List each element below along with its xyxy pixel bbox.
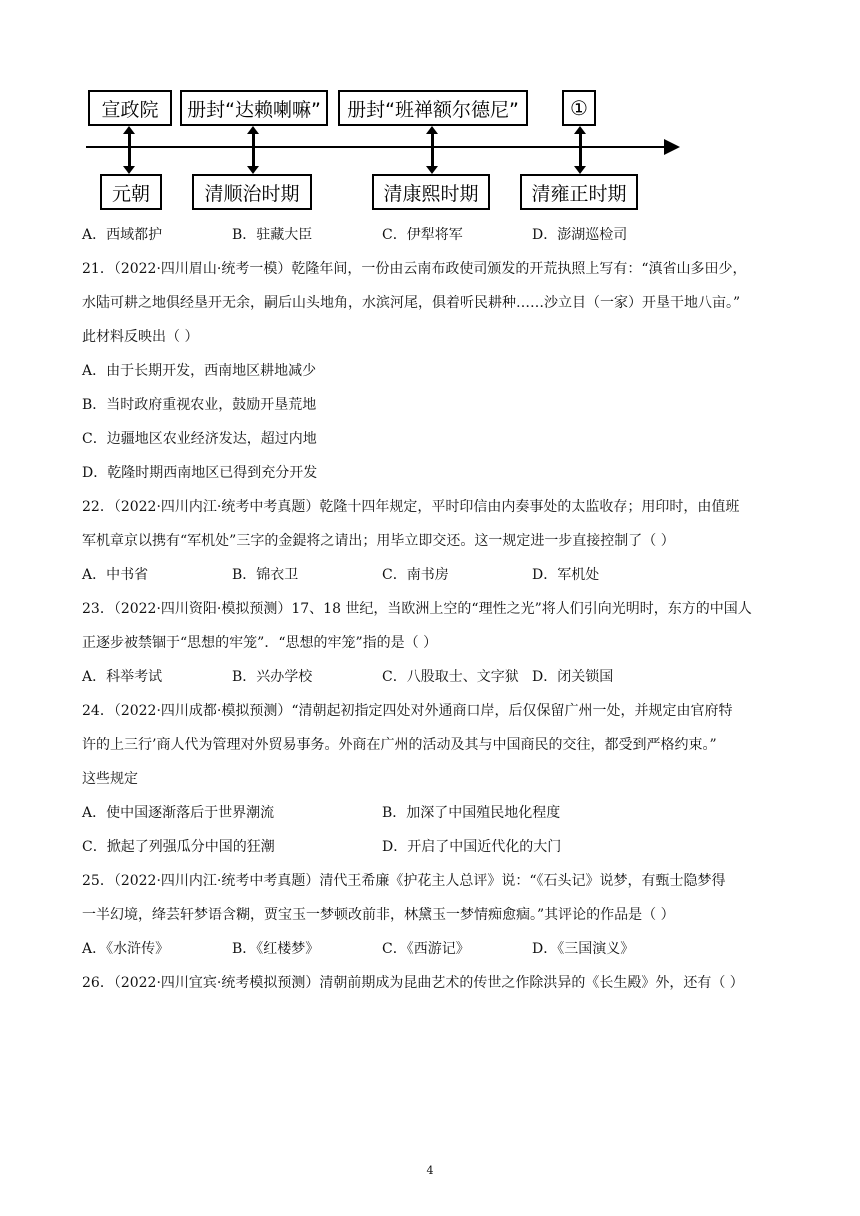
page-number: 4 — [426, 1164, 434, 1177]
option-b: B．锦衣卫 — [232, 567, 299, 583]
arrow-down — [426, 166, 438, 174]
q25-line-1: 25．（2022·四川内江·统考中考真题）清代王希廉《护花主人总评》说：“《石头记》说梦，有甄士隐梦得 — [82, 873, 726, 889]
option-a: A．中书省 — [82, 567, 149, 583]
q21-line-2: 水陆可耕之地俱经垦开无余，嗣后山头地角，水滨河尾，俱着听民耕种……沙立目（一家）开垦干地八亩。” — [82, 295, 741, 311]
q21-option-a: A．由于长期开发，西南地区耕地减少 — [82, 363, 317, 379]
option-b: B．《红楼梦》 — [232, 941, 320, 957]
q24-line-1: 24．（2022·四川成都·模拟预测）“清朝起初指定四处对外通商口岸，后仅保留广州一处，并规定由官府特 — [82, 703, 733, 719]
top-box-dalai: 册封“达赖喇嘛” — [180, 90, 328, 126]
q25-line-2: 一半幻境，绛芸轩梦语含糊，贾宝玉一梦顿改前非，林黛玉一梦情痴愈痼。”其评论的作品是（ ） — [82, 907, 675, 923]
option-d: D．澎湖巡检司 — [532, 227, 628, 243]
q24-line-3: 这些规定 — [82, 771, 138, 787]
timeline-diagram — [0, 0, 860, 220]
q21-line-3: 此材料反映出（ ） — [82, 329, 199, 345]
arrow-down — [247, 166, 259, 174]
q21-option-b: B．当时政府重视农业，鼓励开垦荒地 — [82, 397, 317, 413]
arrow-shaft — [431, 133, 434, 167]
option-b: B．驻藏大臣 — [232, 227, 313, 243]
q21-option-c: C．边疆地区农业经济发达，超过内地 — [82, 431, 317, 447]
bottom-box-shunzhi: 清顺治时期 — [192, 174, 312, 210]
arrow-shaft — [252, 133, 255, 167]
option-a: A．科举考试 — [82, 669, 163, 685]
arrow-shaft — [579, 133, 582, 167]
option-c: C．伊犁将军 — [382, 227, 463, 243]
timeline-arrowhead — [664, 139, 680, 155]
q24-line-2: 许的上三行’商人代为管理对外贸易事务。外商在广州的活动及其与中国商民的交往，都受到严格约束。” — [82, 737, 717, 753]
bottom-box-kangxi: 清康熙时期 — [372, 174, 490, 210]
q22-line-2: 军机章京以携有“军机处”三字的金鍉将之请出；用毕立即交还。这一规定进一步直接控制了（ ） — [82, 533, 675, 549]
top-box-blank-1: ① — [562, 90, 596, 126]
option-b: B．加深了中国殖民地化程度 — [382, 805, 561, 821]
q21-option-d: D．乾隆时期西南地区已得到充分开发 — [82, 465, 318, 481]
option-b: B．兴办学校 — [232, 669, 313, 685]
option-a: A．使中国逐渐落后于世界潮流 — [82, 805, 275, 821]
bottom-box-yuan: 元朝 — [100, 174, 162, 210]
arrow-down — [123, 166, 135, 174]
q23-line-2: 正逐步被禁锢于“思想的牢笼”．“思想的牢笼”指的是（ ） — [82, 635, 438, 651]
option-c: C．《西游记》 — [382, 941, 470, 957]
q23-line-1: 23．（2022·四川资阳·模拟预测）17、18 世纪，当欧洲上空的“理性之光”将人们引向光明时，东方的中国人 — [82, 601, 752, 617]
option-a: A．西域都护 — [82, 227, 163, 243]
top-box-xuanzhengyuan: 宣政院 — [88, 90, 172, 126]
top-box-panchen: 册封“班禅额尔德尼” — [338, 90, 528, 126]
arrow-down — [574, 166, 586, 174]
option-d: D．军机处 — [532, 567, 600, 583]
arrow-shaft — [128, 133, 131, 167]
option-c: C．掀起了列强瓜分中国的狂潮 — [82, 839, 275, 855]
q26-line-1: 26．（2022·四川宜宾·统考模拟预测）清朝前期成为昆曲艺术的传世之作除洪异的《长生殿》外，还有（ ） — [82, 975, 744, 991]
q22-line-1: 22．（2022·四川内江·统考中考真题）乾隆十四年规定，平时印信由内奏事处的太监收存；用印时，由值班 — [82, 499, 740, 515]
bottom-box-yongzheng: 清雍正时期 — [520, 174, 638, 210]
option-c: C．南书房 — [382, 567, 449, 583]
option-d: D．闭关锁国 — [532, 669, 614, 685]
option-c: C．八股取士、文字狱 — [382, 669, 519, 685]
q21-line-1: 21．（2022·四川眉山·统考一模）乾隆年间，一份由云南布政使司颁发的开荒执照上写有：“滇省山多田少， — [82, 261, 747, 277]
option-d: D．开启了中国近代化的大门 — [382, 839, 562, 855]
option-d: D．《三国演义》 — [532, 941, 635, 957]
option-a: A．《水浒传》 — [82, 941, 170, 957]
